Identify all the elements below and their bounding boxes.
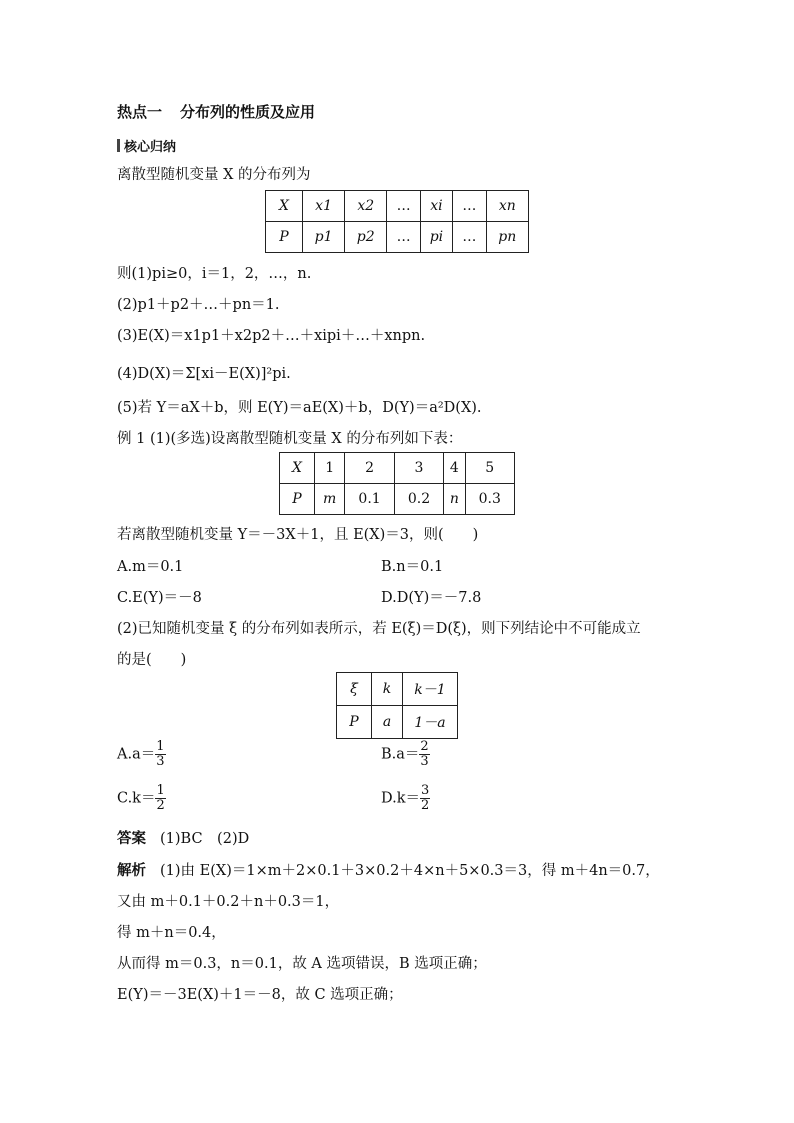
table-cell: pi xyxy=(420,222,452,253)
fraction-numerator: 2 xyxy=(420,739,429,754)
distribution-table-example1 xyxy=(279,452,515,515)
bar-marker-icon xyxy=(117,139,120,152)
table-cell: X xyxy=(280,453,315,484)
table-cell: 4 xyxy=(444,453,465,484)
table-cell: … xyxy=(453,191,487,222)
table-cell: P xyxy=(337,706,372,739)
option-2d xyxy=(381,784,430,813)
table-cell: pn xyxy=(486,222,528,253)
analysis-text: (1)由 E(X)＝1×m＋2×0.1＋3×0.2＋4×n＋5×0.3＝3，得 m＋4n＝0.7， xyxy=(160,863,660,879)
table-row xyxy=(266,191,529,222)
table-row xyxy=(337,673,458,706)
table-cell: P xyxy=(280,484,315,515)
distribution-table-example2 xyxy=(336,672,458,739)
core-summary-label xyxy=(117,136,176,155)
table-cell: xn xyxy=(486,191,528,222)
table-cell: n xyxy=(444,484,465,515)
option-prefix: C.k＝ xyxy=(117,790,156,807)
fraction xyxy=(155,784,165,813)
answer-line xyxy=(117,827,249,848)
section-heading xyxy=(117,101,315,122)
answer-text: (1)BC (2)D xyxy=(160,831,250,847)
table-cell: X xyxy=(266,191,303,222)
table-cell: 3 xyxy=(394,453,443,484)
table-row xyxy=(280,484,515,515)
table-cell: xi xyxy=(420,191,452,222)
answer-label: 答案 xyxy=(117,830,146,847)
table-cell: m xyxy=(315,484,345,515)
section-label: 核心归纳 xyxy=(124,140,177,155)
question-1: 若离散型随机变量 Y＝－3X＋1，且 E(X)＝3，则( ) xyxy=(117,527,479,543)
fraction-numerator: 1 xyxy=(156,739,165,754)
heading-number: 热点一 xyxy=(117,103,163,121)
analysis-line-4: 从而得 m＝0.3，n＝0.1，故 A 选项错误，B 选项正确； xyxy=(117,956,487,972)
example-stem-1: 例 1 (1)(多选)设离散型随机变量 X 的分布列如下表： xyxy=(117,431,463,447)
table-cell: k xyxy=(372,673,403,706)
table-cell: 1－a xyxy=(403,706,458,739)
table-cell: … xyxy=(387,222,421,253)
fraction-denominator: 2 xyxy=(421,798,430,813)
table-cell: 0.3 xyxy=(465,484,514,515)
example-stem-2-line2: 的是( ) xyxy=(117,652,187,668)
property-3: (3)E(X)＝x1p1＋x2p2＋…＋xipi＋…＋xnpn. xyxy=(117,328,426,344)
distribution-table-general xyxy=(265,190,529,253)
fraction xyxy=(419,740,429,769)
table-cell: a xyxy=(372,706,403,739)
intro-text: 离散型随机变量 X 的分布列为 xyxy=(117,167,311,183)
table-cell: 1 xyxy=(315,453,345,484)
fraction-numerator: 3 xyxy=(421,783,430,798)
table-cell: … xyxy=(387,191,421,222)
option-prefix: A.a＝ xyxy=(117,746,156,763)
option-1b: B.n＝0.1 xyxy=(381,559,444,575)
property-2: (2)p1＋p2＋…＋pn＝1. xyxy=(117,297,280,313)
table-cell: 2 xyxy=(345,453,394,484)
table-row xyxy=(337,706,458,739)
table-row xyxy=(266,222,529,253)
option-2a xyxy=(117,740,166,769)
fraction xyxy=(420,784,430,813)
table-cell: ξ xyxy=(337,673,372,706)
table-cell: p1 xyxy=(303,222,345,253)
fraction-numerator: 1 xyxy=(156,783,165,798)
table-cell: p2 xyxy=(345,222,387,253)
fraction-denominator: 3 xyxy=(156,754,165,769)
table-row xyxy=(280,453,515,484)
table-cell: 0.1 xyxy=(345,484,394,515)
analysis-line-2: 又由 m＋0.1＋0.2＋n＋0.3＝1， xyxy=(117,894,340,910)
property-1: 则(1)pi≥0，i＝1，2，…，n. xyxy=(117,266,312,282)
table-cell: x1 xyxy=(303,191,345,222)
table-cell: 0.2 xyxy=(394,484,443,515)
analysis-line-1 xyxy=(117,859,660,880)
option-prefix: B.a＝ xyxy=(381,746,420,763)
option-2b xyxy=(381,740,430,769)
property-5: (5)若 Y＝aX＋b，则 E(Y)＝aE(X)＋b，D(Y)＝a²D(X). xyxy=(117,400,482,416)
analysis-line-5: E(Y)＝－3E(X)＋1＝－8，故 C 选项正确； xyxy=(117,987,403,1003)
example-stem-2-line1: (2)已知随机变量 ξ 的分布列如表所示，若 E(ξ)＝D(ξ)，则下列结论中不可能成立 xyxy=(117,621,641,637)
fraction-denominator: 3 xyxy=(420,754,429,769)
property-4: (4)D(X)＝Σ[xi－E(X)]²pi. xyxy=(117,366,291,382)
analysis-label: 解析 xyxy=(117,862,146,879)
table-cell: k－1 xyxy=(403,673,458,706)
option-2c xyxy=(117,784,166,813)
table-cell: … xyxy=(453,222,487,253)
option-1c: C.E(Y)＝－8 xyxy=(117,590,202,606)
option-1d: D.D(Y)＝－7.8 xyxy=(381,590,482,606)
heading-title: 分布列的性质及应用 xyxy=(180,103,316,121)
table-cell: 5 xyxy=(465,453,514,484)
fraction xyxy=(155,740,165,769)
analysis-line-3: 得 m＋n＝0.4， xyxy=(117,925,226,941)
option-1a: A.m＝0.1 xyxy=(117,559,184,575)
option-prefix: D.k＝ xyxy=(381,790,421,807)
table-cell: P xyxy=(266,222,303,253)
fraction-denominator: 2 xyxy=(156,798,165,813)
table-cell: x2 xyxy=(345,191,387,222)
